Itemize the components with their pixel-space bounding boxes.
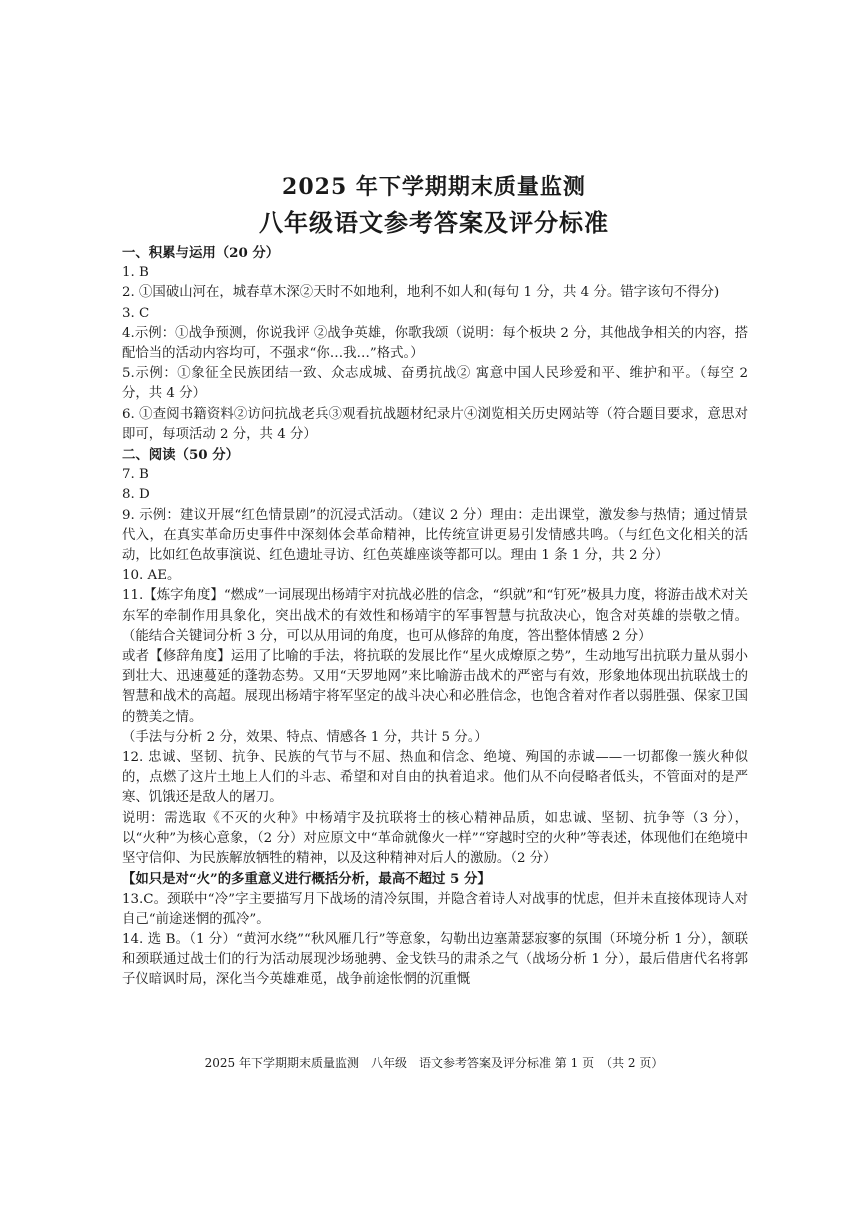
answer-note: 【如只是对“火”的多重意义进行概括分析，最高不超过 5 分】 bbox=[122, 871, 491, 888]
section-heading: 一、积累与运用（20 分） bbox=[122, 245, 280, 261]
answer-note: （手法与分析 2 分，效果、特点、情感各 1 分，共计 5 分。） bbox=[122, 729, 488, 745]
answer-note: 说明：需选取《不灭的火种》中杨靖宇及抗联将士的核心精神品质，如忠诚、坚韧、抗争等（3 分），以“火种”为核心意象，（2 分）对应原文中“革命就像火一样”“穿越时空的火种”等表述，体现他们在绝境中坚守信仰、为民族解放牺牲的精神，以及这种精神对后人的激励。（2 分） bbox=[122, 810, 748, 867]
answer-item: 12. 忠诚、坚韧、抗争、民族的气节与不屈、热血和信念、绝境、殉国的赤诚——一切都像一簇火种似的，点燃了这片土地上人们的斗志、希望和对自由的执着追求。他们从不向侵略者低头，不管面对的是严寒、饥饿还是敌人的屠刀。 bbox=[122, 750, 748, 806]
document-subtitle: 八年级语文参考答案及评分标准 bbox=[259, 208, 609, 237]
answer-item: 1. B bbox=[122, 265, 149, 281]
answer-item: 14. 选 B。（1 分）“黄河水绕”“秋风雁几行”等意象，勾勒出边塞萧瑟寂寥的氛围（环境分析 1 分），颔联和颈联通过战士们的行为活动展现沙场驰骋、金戈铁马的肃杀之气（战场分析 1 分），最后借唐代名将郭子仪暗讽时局，深化当今英雄难觅，战争前途怅惘的沉重慨 bbox=[122, 931, 748, 988]
document-title: 2025 年下学期期末质量监测 bbox=[282, 174, 586, 200]
answer-item: 7. B bbox=[122, 467, 149, 483]
answer-item: 或者【修辞角度】运用了比喻的手法，将抗联的发展比作“星火成燎原之势”，生动地写出抗联力量从弱小到壮大、迅速蔓延的蓬勃态势。又用“天罗地网”来比喻游击战术的严密与有效，形象地体现出抗联战士的智慧和战术的高超。展现出杨靖宇将军坚定的战斗决心和必胜信念，也饱含着对作者以弱胜强、保家卫国的赞美之情。 bbox=[122, 649, 748, 725]
answer-item: 8. D bbox=[122, 487, 150, 503]
answer-item: 10. AE。 bbox=[122, 568, 181, 584]
answer-item: 13.C。颈联中“冷”字主要描写月下战场的清冷氛围，并隐含着诗人对战事的忧虑，但并未直接体现诗人对自己“前途迷惘的孤冷”。 bbox=[122, 891, 748, 927]
answer-item: 5.示例：①象征全民族团结一致、众志成城、奋勇抗战② 寓意中国人民珍爱和平、维护和平。（每空 2 分，共 4 分） bbox=[122, 366, 748, 402]
answer-item: 2. ①国破山河在，城春草木深②天时不如地利，地利不如人和(每句 1 分，共 4 分。错字该句不得分) bbox=[122, 285, 720, 301]
section-heading: 二、阅读（50 分） bbox=[122, 447, 240, 464]
answer-item: 3. C bbox=[122, 305, 150, 321]
answer-item: 9. 示例：建议开展“红色情景剧”的沉浸式活动。（建议 2 分）理由：走出课堂，激发参与热情；通过情景代入，在真实革命历史事件中深刻体会革命精神，比传统宣讲更易引发情感共鸣。（与红色文化相关的活动，比如红色故事演说、红色遗址寻访、红色英雄座谈等都可以。理由 1 条 1 分，共 2 分） bbox=[122, 507, 748, 564]
answer-item: 4.示例：①战争预测，你说我评 ②战争英雄，你歌我颂（说明：每个板块 2 分，其他战争相关的内容，搭配恰当的活动内容均可，不强求“你…我…”格式。） bbox=[122, 325, 748, 362]
answer-body bbox=[122, 243, 748, 991]
answer-item: 6. ①查阅书籍资料②访问抗战老兵③观看抗战题材纪录片④浏览相关历史网站等（符合题目要求，意思对即可，每项活动 2 分，共 4 分） bbox=[122, 406, 748, 442]
answer-item: 11.【炼字角度】“燃成”一词展现出杨靖宇对抗战必胜的信念，“织就”和“钉死”极具力度，将游击战术对关东军的牵制作用具象化，突出战术的有效性和杨靖宇的军事智慧与抗敌决心，饱含对英雄的崇敬之情。 （能结合关键词分析 3 分，可以从用词的角度，也可从修辞的角度，答出整体情感 2 分） bbox=[122, 588, 748, 644]
page-footer: 2025 年下学期期末质量监测 八年级 语文参考答案及评分标准 第 1 页 （共 2 页） bbox=[204, 1056, 664, 1070]
